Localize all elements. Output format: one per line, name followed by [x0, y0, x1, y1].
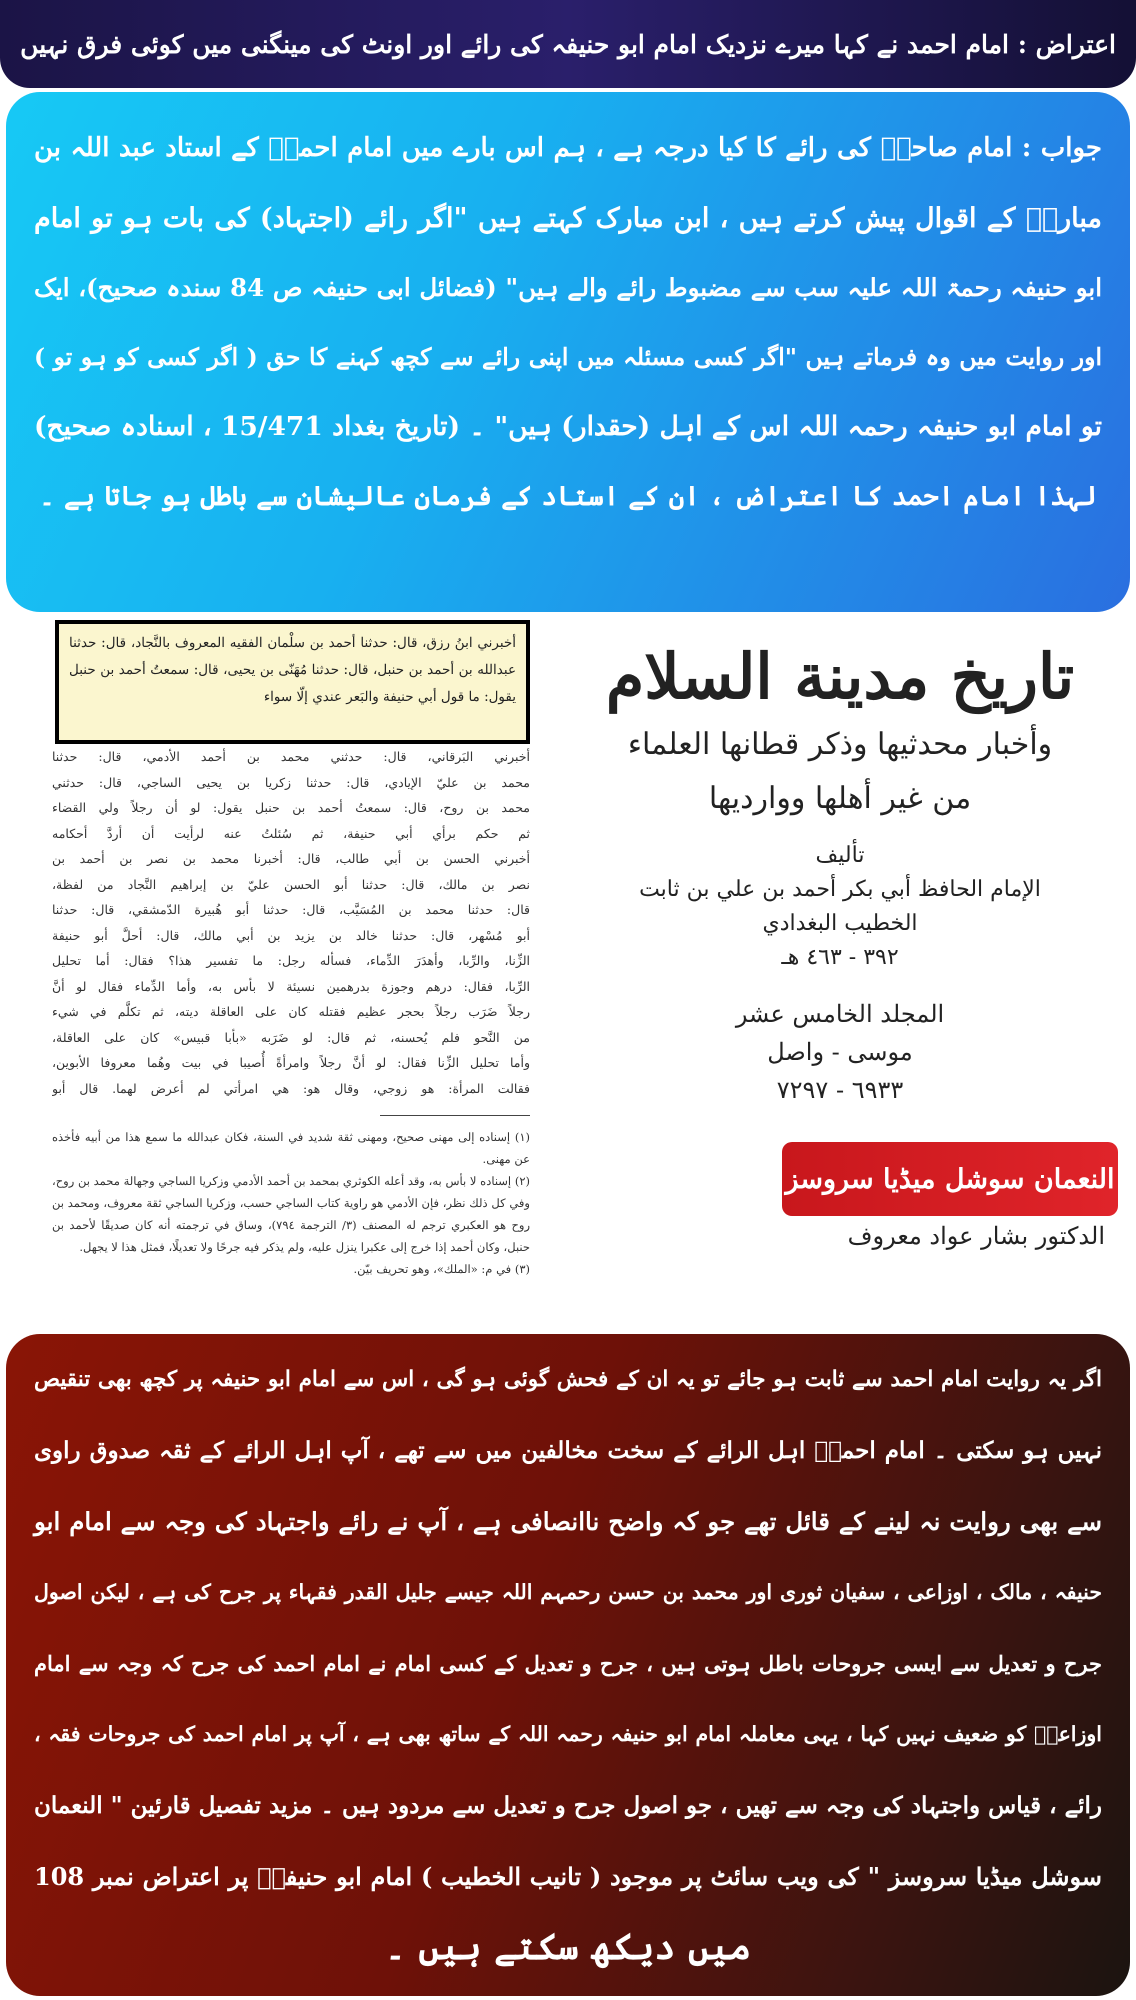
conclusion-line: سے بھی روایت نہ لینے کے قائل تھے جو کہ واضح ناانصافی ہے ، آپ نے رائے واجتہاد کی وجہ سے امام ابو [34, 1507, 1102, 1536]
answer-line: اور روایت میں وہ فرماتے ہیں "اگر کسی مسئلہ میں اپنی رائے سے کچھ کہنے کا حق ( اگر کسی کو ہو تو ) [34, 342, 1102, 371]
answer-line: مبارکؒ کے اقوال پیش کرتے ہیں ، ابن مبارک کہتے ہیں "اگر رائے (اجتہاد) کی بات ہو تو امام [34, 202, 1102, 234]
cover-years: ٣٩٢ - ٤٦٣ هـ [781, 945, 899, 970]
footnote: (٢) إسناده لا بأس به، وقد أعله الكوثري بمحمد بن أحمد الأدمي وزكريا الساجي وجهالة محمد بن روح، وفي كل ذلك نظر، فإن الأدمي هو راوية كتاب الساجي حسب، وزكريا الساجي ثقة معروف، ومحمد بن روح هو العكبري ترجم له المصنف (٣/ الترجمة ٧٩٤)، وساق في ترجمته أنه كان صديقًا لأحمد بن حنبل، وكان أحمد إذا خرج إلى عكبرا ينزل عليه، ولم يذكر فيه جرحًا ولا تعديلًا، فمثل هذا لا يجهل. [52, 1174, 531, 1254]
conclusion-line: جرح و تعدیل سے ایسی جروحات باطل ہوتی ہیں ، جرح و تعدیل کے کسی امام نے امام احمد کی جرح کہ وجہ سے امام [34, 1651, 1102, 1676]
cover-range: موسى - واصل [767, 1038, 913, 1066]
answer-line: لہذا امام احمد کا اعتراض ، ان کے استاد کے فرمان عالیشان سے باطل ہو جاتا ہے ۔ [39, 480, 1097, 512]
page-line: محمد بن عليّ الإيادي، قال: حدثنا زكريا بن يحيى الساجي، قال: حدثني [52, 774, 530, 790]
page-line: أخبرني البَرقاني، قال: حدثني محمد بن أحمد الأدمي، قال: حدثنا [52, 749, 530, 764]
answer-line: ابو حنیفہ رحمۃ اللہ علیہ سب سے مضبوط رائے والے ہیں" (فضائل ابی حنیفہ ص 84 سندہ صحیح)، ایک [34, 273, 1102, 302]
footnote-divider [380, 1115, 530, 1116]
footnote: (٣) في م: «الملك»، وهو تحريف بيّن. [353, 1262, 530, 1276]
answer-box [6, 92, 1130, 612]
cover-volume: المجلد الخامس عشر [735, 1000, 945, 1028]
conclusion-line: سوشل میڈیا سروسز " کی ویب سائٹ پر موجود ( تانیب الخطیب ) امام ابو حنیفہؒ پر اعتراض نمبر 108 [34, 1862, 1102, 1891]
conclusion-line: میں دیکھ سکتے ہیں ۔ [384, 1926, 752, 1968]
page-line: رجلاً ضَرَب رجلاً بحجر عظيم فقتله كان على العاقلة ديته، ثم تكلَّم في شيء [52, 1004, 530, 1019]
conclusion-line: اگر یہ روایت امام احمد سے ثابت ہو جائے تو یہ ان کے فحش گوئی ہو گی ، اس سے امام ابو حنیفہ پر کچھ بھی تنقیص [34, 1367, 1103, 1392]
footnote: (١) إسناده إلى مهنى صحيح، ومهنى ثقة شديد في السنة، فكان عبدالله ما سمع هذا من أبيه فأخذه عن مهنى. [52, 1130, 530, 1166]
cover-title: تاريخ مدينة السلام [605, 640, 1075, 713]
page-line: فقالت المرأة: هو زوجي، وقال هو: هي امرأتي لم أعرض لهما. قال أبو [52, 1080, 530, 1096]
page-line: نصر بن مالك، قال: حدثنا أبو الحسن عليّ بن إبراهيم النَّجاد من لفظة، [52, 876, 530, 892]
answer-line: تو امام ابو حنیفہ رحمہ اللہ اس کے اہل (حقدار) ہیں" ۔ (تاریخ بغداد 15/471 ، اسنادہ صحیح) [34, 411, 1102, 442]
objection-header [0, 0, 1136, 88]
objection-title: اعتراض : امام احمد نے کہا میرے نزدیک امام ابو حنیفہ کی رائے اور اونٹ کی مینگنی میں کوئی فرق نہیں [20, 29, 1116, 59]
page-line: الزِّنا، والرِّبا، وأهدَرَ الدِّماء، فسأله رجل: ما تفسير هذا؟ فقال: أما تحليل [52, 953, 530, 968]
highlighted-quote: أخبرني ابنُ رزق، قال: حدثنا أحمد بن سلْمان الفقيه المعروف بالنَّجاد، قال: حدثنا عبدالله بن أحمد بن حنبل، قال: حدثنا مُهَنّى بن يحيى، قال: سمعتُ أحمد بن حنبل يقول: ما قول أبي حنيفة والبَعر عندي إلّا سواء [55, 620, 530, 744]
conclusion-line: رائے ، قیاس واجتہاد کی وجہ سے تھیں ، جو اصول جرح و تعدیل سے مردود ہیں ۔ مزید تفصیل قارئین " النعمان [34, 1792, 1102, 1819]
book-page-text [52, 744, 530, 1324]
conclusion-line: حنیفہ ، مالک ، اوزاعی ، سفیان ثوری اور محمد بن حسن رحمہم اللہ جیسے جلیل القدر فقہاء پر جرح کی ہے ، لیکن اصول [34, 1580, 1102, 1604]
cover-author-2: الخطيب البغدادي [762, 911, 918, 936]
answer-line: جواب : امام صاحبؒ کی رائے کا کیا درجہ ہے ، ہم اس بارے میں امام احمدؒ کے استاد عبد اللہ بن [34, 133, 1102, 163]
page-line: محمد بن روح، قال: سمعتُ أحمد بن حنبل يقول: لو أن رجلاً ولي القضاء [52, 800, 530, 815]
conclusion-line: اوزاعیؒ کو ضعیف نہیں کہا ، یہی معاملہ امام ابو حنیفہ رحمہ اللہ کے ساتھ بھی ہے ، آپ پر امام احمد کی جروحات فقہ ، [34, 1722, 1102, 1746]
page-line: من النَّحو فلم يُحسنه، ثم قال: لو ضَرَبه «بأبا قبيس» كان على العاقلة، [52, 1029, 530, 1045]
page-line: أبو مُسْهر، قال: حدثنا خالد بن يزيد بن أبي مالك، قال: أحلَّ أبو حنيفة [52, 927, 530, 943]
cover-numbers: ٦٩٣٣ - ٧٢٩٧ [776, 1076, 904, 1104]
cover-subtitle: وأخبار محدثيها وذكر قطانها العلماء [627, 727, 1053, 762]
cover-authored: تأليف [815, 843, 865, 868]
brand-label: النعمان سوشل میڈیا سروسز [785, 1163, 1115, 1195]
page-line: الرِّبا، فقال: درهم وجوزة بدرهمين نسيئة لا بأس به، وأما الدِّماء فقال لو أنَّ [52, 978, 530, 994]
conclusion-box [6, 1334, 1130, 1996]
page-line: وأما تحليل الزِّنا فقال: لو أنَّ رجلاً وامرأةً أُصيبا في بيت وهُما معروفا الأبوين، [52, 1055, 530, 1070]
page-line: ثم حكم برأي أبي حنيفة، ثم سُئلتُ عنه لرأيت أن أردَّ أحكامه [52, 825, 530, 841]
cover-author: الإمام الحافظ أبي بكر أحمد بن علي بن ثابت [639, 877, 1041, 902]
page-line: أخبرني الحسن بن أبي طالب، قال: أخبرنا محمد بن نصر بن أحمد بن [52, 851, 530, 866]
cover-subtitle-2: من غير أهلها ووارديها [708, 781, 972, 816]
conclusion-line: نہیں ہو سکتی ۔ امام احمدؒ اہل الرائے کے سخت مخالفین میں سے تھے ، آپ اہل الرائے کے ثقہ صدوق راوی [34, 1437, 1102, 1464]
book-cover [560, 625, 1120, 1325]
brand-badge [782, 1142, 1118, 1216]
page-line: قال: حدثنا محمد بن المُسَيَّب، قال: حدثنا أبو هُبيرة الدّمشقي، قال: حدثنا [52, 902, 530, 917]
cover-editor: الدكتور بشار عواد معروف [847, 1222, 1105, 1250]
